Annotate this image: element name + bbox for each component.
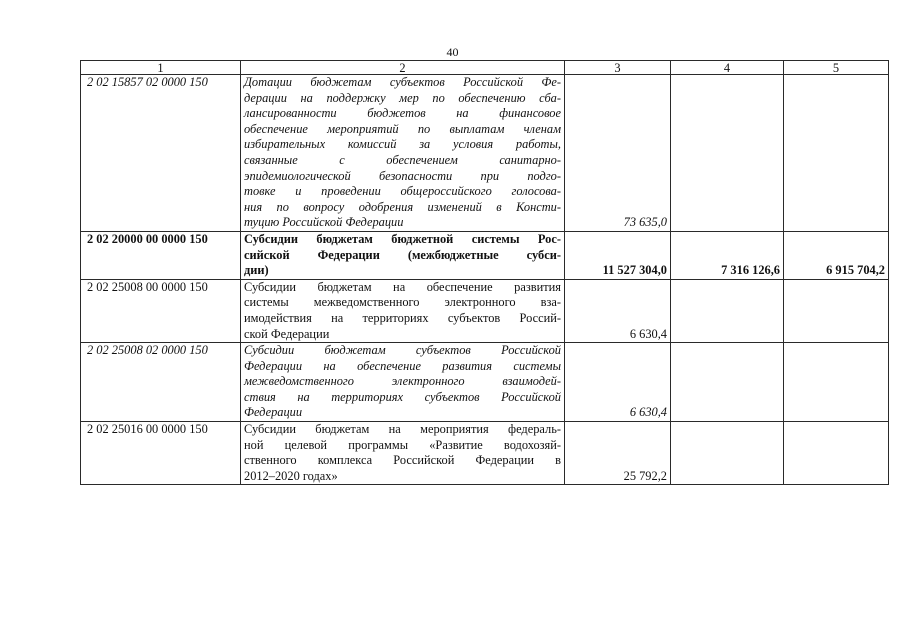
description-line: Субсидии бюджетам на мероприятия федераль-: [244, 422, 561, 437]
description-line: лансированности бюджетов на финансовое: [244, 106, 561, 121]
amount-column-4: 7 316 126,6: [671, 231, 784, 279]
amount-column-5: [784, 422, 889, 485]
budget-classification-code: 2 02 25016 00 0000 150: [81, 422, 241, 485]
amount-column-5: [784, 279, 889, 342]
amount-column-3: 73 635,0: [565, 75, 671, 232]
column-number-1: 1: [81, 61, 241, 75]
budget-classification-code: 2 02 20000 00 0000 150: [81, 231, 241, 279]
column-number-row: [81, 61, 889, 75]
revenue-description: [241, 422, 565, 485]
table-row: [81, 75, 889, 232]
description-line: ствия на территориях субъектов Российской: [244, 389, 561, 404]
amount-column-4: [671, 75, 784, 232]
description-line: имодействия на территориях субъектов Россий-: [244, 310, 561, 325]
description-line: эпидемиологической безопасности при подго-: [244, 168, 561, 183]
table-row: [81, 231, 889, 279]
table-row: [81, 422, 889, 485]
description-line: обеспечение мероприятий по выплатам членам: [244, 121, 561, 136]
description-line: избирательных комиссий за условия работы,: [244, 137, 561, 152]
page-number: 40: [446, 45, 459, 59]
description-line: Дотации бюджетам субъектов Российской Фе-: [244, 75, 561, 89]
column-number-3: 3: [565, 61, 671, 75]
description-line: межведомственного электронного взаимодей-: [244, 374, 561, 389]
budget-table: [80, 60, 889, 485]
amount-column-3: 25 792,2: [565, 422, 671, 485]
description-line: Субсидии бюджетам субъектов Российской: [244, 343, 561, 358]
table-row: [81, 279, 889, 342]
description-line: системы межведомственного электронного вза-: [244, 295, 561, 310]
description-line: дии): [244, 263, 269, 278]
description-line: дерации на поддержку мер по обеспечению сба-: [244, 90, 561, 105]
description-line: 2012–2020 годах»: [244, 468, 338, 483]
amount-column-4: [671, 343, 784, 422]
description-line: Федерации на обеспечение развития системы: [244, 358, 561, 373]
column-number-2: 2: [241, 61, 565, 75]
description-line: сийской Федерации (межбюджетные субси-: [244, 247, 561, 262]
revenue-description: [241, 343, 565, 422]
budget-classification-code: 2 02 15857 02 0000 150: [81, 75, 241, 232]
revenue-description: [241, 231, 565, 279]
budget-classification-code: 2 02 25008 00 0000 150: [81, 279, 241, 342]
description-line: ния по вопросу одобрения изменений в Консти-: [244, 199, 561, 214]
revenue-description: [241, 279, 565, 342]
description-line: Федерации: [244, 405, 303, 420]
amount-column-5: [784, 75, 889, 232]
description-line: ственного комплекса Российской Федерации в: [244, 453, 561, 468]
revenue-description: [241, 75, 565, 232]
description-line: товке и проведении общероссийского голосова-: [244, 184, 561, 199]
amount-column-4: [671, 422, 784, 485]
amount-column-3: 6 630,4: [565, 343, 671, 422]
column-number-5: 5: [784, 61, 889, 75]
description-line: Субсидии бюджетам на обеспечение развития: [244, 279, 561, 294]
amount-column-5: [784, 343, 889, 422]
description-line: Субсидии бюджетам бюджетной системы Рос-: [244, 231, 561, 246]
budget-classification-code: 2 02 25008 02 0000 150: [81, 343, 241, 422]
table-row: [81, 343, 889, 422]
description-line: туцию Российской Федерации: [244, 215, 404, 230]
amount-column-3: 6 630,4: [565, 279, 671, 342]
description-line: ной целевой программы «Развитие водохозяй-: [244, 437, 561, 452]
amount-column-4: [671, 279, 784, 342]
amount-column-3: 11 527 304,0: [565, 231, 671, 279]
description-line: связанные с обеспечением санитарно-: [244, 152, 561, 167]
column-number-4: 4: [671, 61, 784, 75]
description-line: ской Федерации: [244, 326, 330, 341]
amount-column-5: 6 915 704,2: [784, 231, 889, 279]
